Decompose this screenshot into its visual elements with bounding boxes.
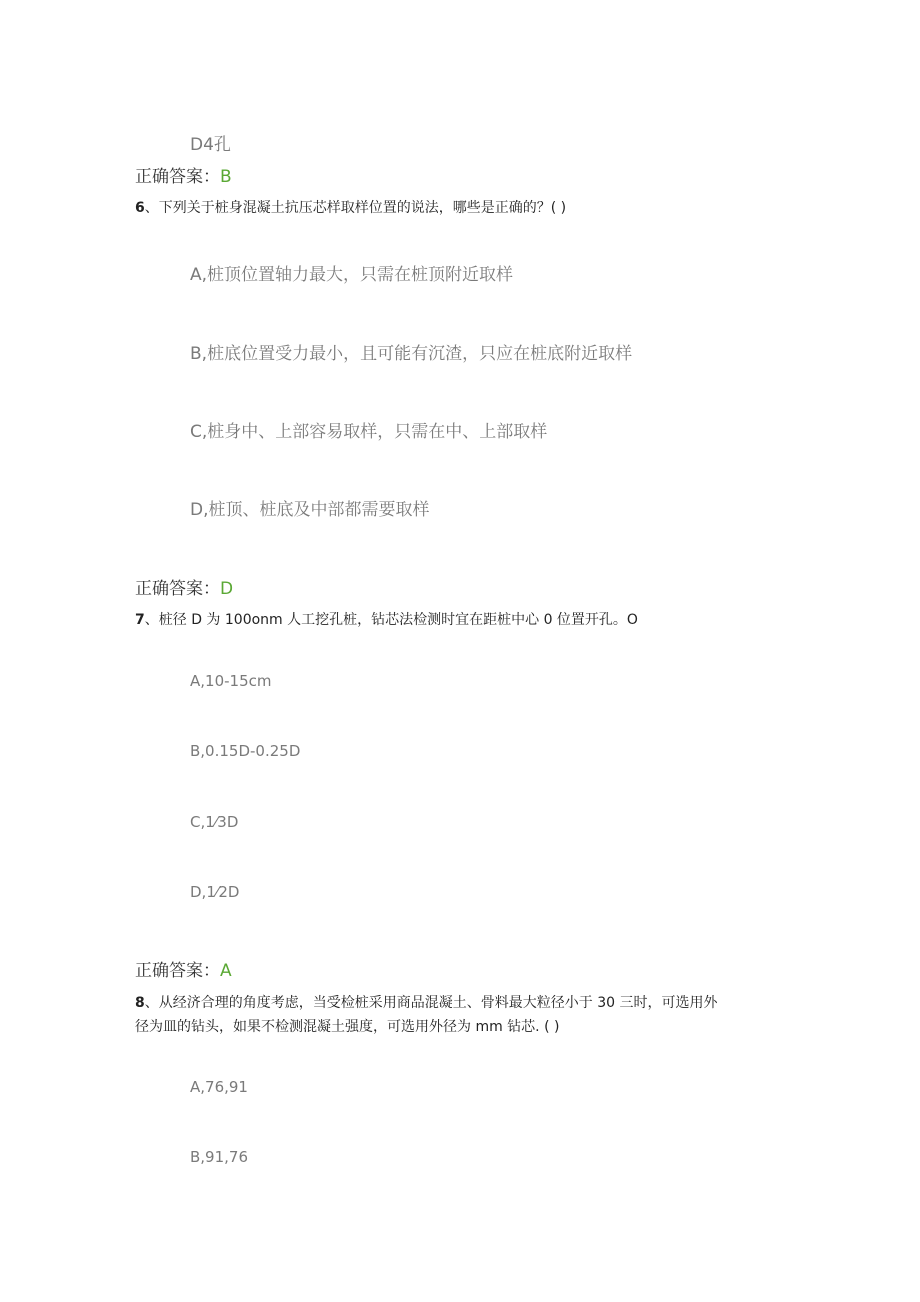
q5-answer-label: 正确答案： <box>135 167 220 187</box>
q5-answer-value: B <box>220 167 232 187</box>
q8-option-b: B,91,76 <box>190 1148 249 1166</box>
q7-option-a: A,10-15cm <box>190 672 272 690</box>
q6-text: 、下列关于桩身混凝土抗压芯样取样位置的说法，哪些是正确的？( ) <box>144 200 567 216</box>
q7-question <box>135 606 638 634</box>
q7-answer-label: 正确答案： <box>135 961 220 981</box>
q8-text-line1: 、从经济合理的角度考虑，当受检桩采用商品混凝土、骨料最大粒径小于 30 三时，可选用外 <box>144 995 718 1011</box>
q6-answer-label: 正确答案： <box>135 579 220 599</box>
q6-option-a: A,桩顶位置轴力最大，只需在桩顶附近取样 <box>190 265 514 285</box>
q6-number: 6 <box>135 200 145 216</box>
q7-option-b: B,0.15D-0.25D <box>190 742 301 760</box>
q7-number: 7 <box>135 612 145 628</box>
q6-option-d: D,桩顶、桩底及中部都需要取样 <box>190 500 430 520</box>
q6-answer <box>135 574 233 599</box>
q6-option-b: B,桩底位置受力最小，且可能有沉渣，只应在桩底附近取样 <box>190 344 633 364</box>
q7-option-d: D,1⁄2D <box>190 883 240 901</box>
q6-answer-value: D <box>220 579 234 599</box>
q6-question <box>135 194 566 222</box>
q7-answer <box>135 956 232 981</box>
q7-answer-value: A <box>220 961 232 981</box>
q8-number: 8 <box>135 995 145 1011</box>
q5-option-d: D4孔 <box>190 135 231 155</box>
q5-answer <box>135 162 232 187</box>
q8-option-a: A,76,91 <box>190 1078 248 1096</box>
q7-text: 、桩径 D 为 100onm 人工挖孔桩，钻芯法检测时宜在距桩中心 0 位置开孔。O <box>144 612 638 628</box>
q8-question-line2: 径为皿的钻头，如果不检测混凝土强度，可选用外径为 mm 钻芯. ( ) <box>135 1019 560 1035</box>
q6-option-c: C,桩身中、上部容易取样，只需在中、上部取样 <box>190 422 548 442</box>
q7-option-c: C,1⁄3D <box>190 813 239 831</box>
